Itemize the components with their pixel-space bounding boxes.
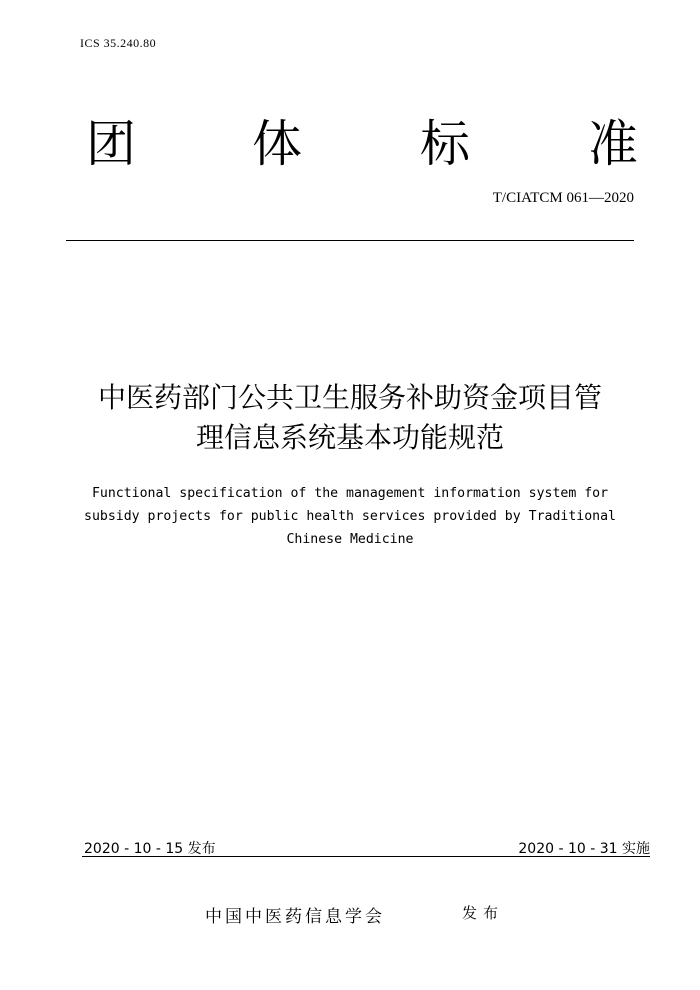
english-title-line-2: subsidy projects for public health services provided by Traditional bbox=[84, 509, 616, 524]
standard-type-char-3: 标 bbox=[420, 115, 470, 173]
chinese-title bbox=[50, 378, 650, 458]
english-title-line-3: Chinese Medicine bbox=[286, 532, 414, 547]
chinese-title-line-1: 中医药部门公共卫生服务补助资金项目管 bbox=[97, 381, 602, 414]
header-divider bbox=[66, 240, 634, 241]
issue-label: 发布 bbox=[462, 904, 505, 922]
standard-type-char-1: 团 bbox=[86, 115, 136, 173]
ics-code: ICS 35.240.80 bbox=[80, 36, 157, 50]
publisher-name: 中国中医药信息学会 bbox=[205, 907, 385, 927]
standard-type-heading bbox=[80, 112, 640, 176]
english-title-line-1: Functional specification of the management information system for bbox=[91, 486, 609, 501]
footer-divider bbox=[82, 856, 650, 857]
standard-type-char-4: 准 bbox=[588, 115, 638, 173]
english-title bbox=[50, 482, 650, 551]
standard-type-char-2: 体 bbox=[252, 115, 302, 173]
issue-date: 2020 - 10 - 15 发布 bbox=[84, 841, 216, 857]
chinese-title-line-2: 理信息系统基本功能规范 bbox=[195, 421, 504, 454]
standard-number: T/CIATCM 061—2020 bbox=[492, 190, 634, 206]
implementation-date: 2020 - 10 - 31 实施 bbox=[518, 841, 650, 857]
